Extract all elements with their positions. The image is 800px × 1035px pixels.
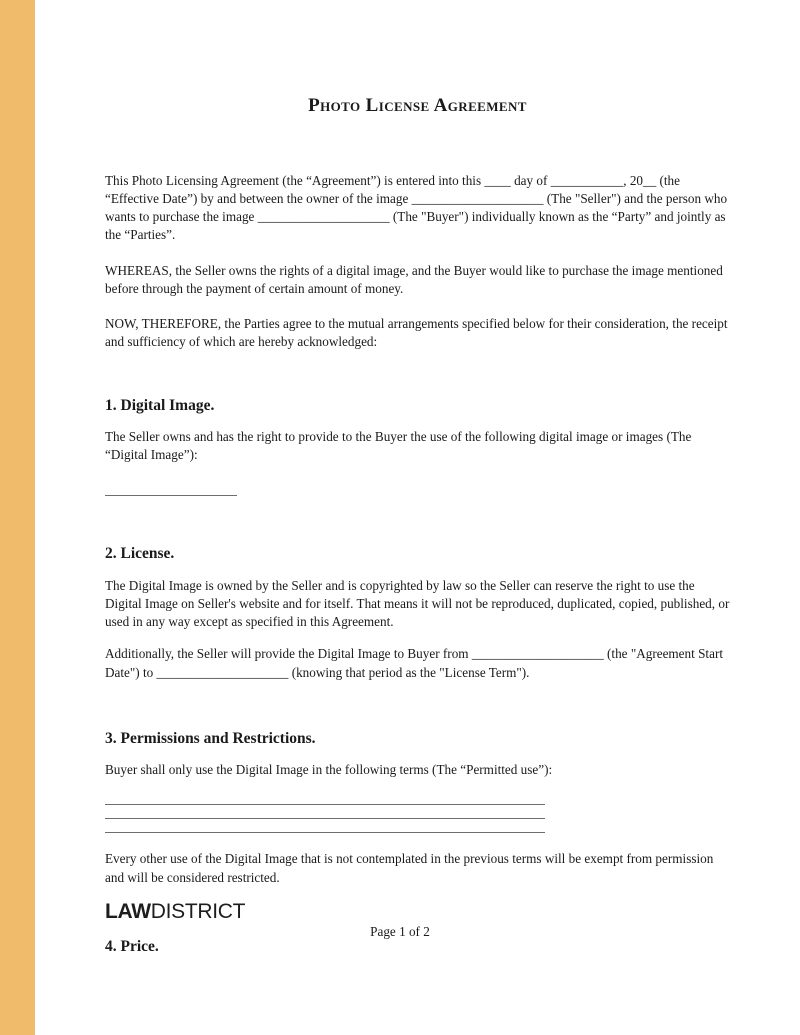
brand-stripe: [0, 0, 35, 1035]
section-2-body-2: [105, 645, 730, 681]
section-1-body: The Seller owns and has the right to provide to the Buyer the use of the following digital image or images (The “Digital Image”):: [105, 428, 692, 463]
page-number: Page 1 of 2: [370, 924, 430, 939]
section-2-body: The Digital Image is owned by the Seller and is copyrighted by law so the Seller can reserve the right to use the Digital Image on Seller's website and for itself. That means it will not be reproduced, duplicated, copied, published, or used in any way except as specified in this Agreement.: [105, 577, 730, 630]
intro-line-1: This Photo Licensing Agreement (the “Agreement”) is entered into this ____ day of ___________, 20__ (the: [105, 172, 680, 188]
section-3-body: Buyer shall only use the Digital Image in the following terms (The “Permitted use”):: [105, 762, 553, 778]
lawdistrict-logo: [105, 901, 245, 922]
document-body: [105, 0, 730, 1035]
section-heading-license: 2. License.: [105, 545, 175, 563]
section-heading-permissions-restrictions: 3. Permissions and Restrictions.: [105, 729, 316, 747]
logo-text-light: DISTRICT: [150, 900, 246, 923]
whereas-paragraph: WHEREAS, the Seller owns the rights of a digital image, and the Buyer would like to purchase the image mentioned before through the payment of certain amount of money.: [105, 262, 723, 296]
section-3-closing: Every other use of the Digital Image that is not contemplated in the previous terms will be exempt from permission and will be considered restricted.: [105, 851, 714, 885]
intro-line-4: “Party” and jointly as the “Parties”.: [105, 209, 726, 243]
license-term-line-1: Additionally, the Seller will provide the Digital Image to Buyer from ____________________ (the "Agreement: [105, 646, 695, 662]
page-title: Photo License Agreement: [308, 95, 527, 116]
intro-paragraph: [105, 172, 730, 245]
permitted-use-line-3[interactable]: [105, 832, 545, 833]
now-therefore-paragraph: NOW, THEREFORE, the Parties agree to the mutual arrangements specified below for their consideration, the receipt and sufficiency of which are hereby acknowledged:: [105, 316, 728, 350]
intro-line-2: “Effective Date”) by and between the owner of the image ____________________ (The "Seller") and the: [105, 191, 663, 207]
license-term-line-2: Start Date") to ____________________ (knowing that period as the "License Term").: [105, 646, 724, 680]
permitted-use-line-2[interactable]: [105, 818, 545, 819]
section-heading-price: 4. Price.: [105, 937, 159, 955]
digital-image-blank-line[interactable]: [105, 495, 237, 496]
permitted-use-blank-lines[interactable]: [105, 804, 730, 833]
permitted-use-line-1[interactable]: [105, 804, 545, 805]
section-heading-digital-image: 1. Digital Image.: [105, 396, 215, 414]
intro-line-3: person who wants to purchase the image ____________________ (The "Buyer") individually known as the: [105, 191, 728, 225]
logo-text-bold: LAW: [105, 900, 151, 923]
